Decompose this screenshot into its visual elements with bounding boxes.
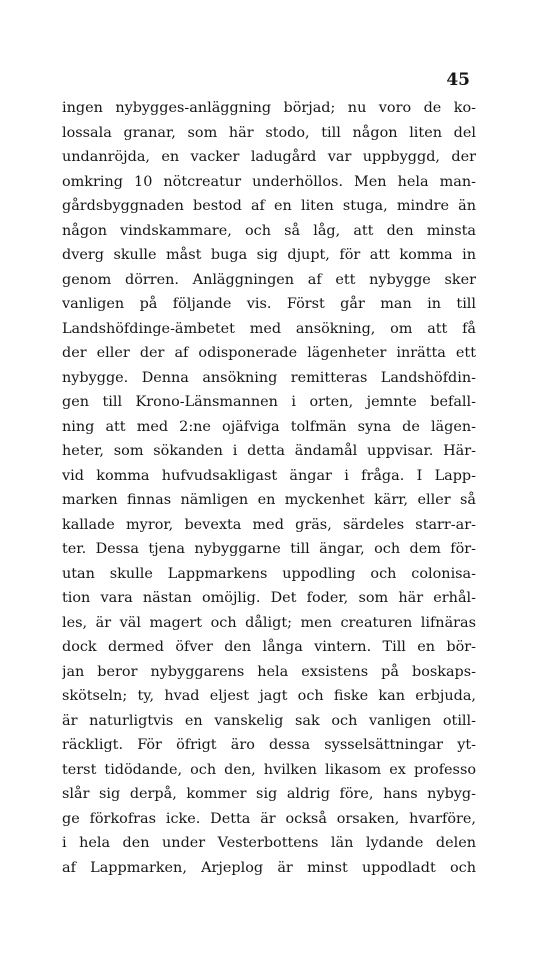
text-line: undanröjda, en vacker ladugård var uppbyggd, der <box>62 149 476 165</box>
text-line: genom dörren. Anläggningen af ett nybygge sker <box>62 271 476 288</box>
text-line: terst tidödande, och den, hvilken likasom ex professo <box>62 761 476 778</box>
body-text <box>62 96 476 880</box>
text-line: nybygge. Denna ansökning remitteras Landshöfdin- <box>62 369 476 386</box>
text-line: kallade myror, bevexta med gräs, särdeles starr-ar- <box>62 516 476 533</box>
page-number: 45 <box>446 70 470 90</box>
text-line: gårdsbyggnaden bestod af en liten stuga, mindre än <box>62 198 476 214</box>
text-line: lossala granar, som här stodo, till någon liten del <box>62 124 476 141</box>
text-line: jan beror nybyggarens hela exsistens på boskaps- <box>62 663 476 680</box>
text-line: der eller der af odisponerade lägenheter inrätta ett <box>62 345 476 361</box>
text-line: är naturligtvis en vanskelig sak och vanligen otill- <box>62 712 476 729</box>
text-line: ning att med 2:ne ojäfviga tolfmän syna de lägen- <box>62 418 476 435</box>
text-line: vid komma hufvudsakligast ängar i fråga. I Lapp- <box>62 467 476 484</box>
text-line: heter, som sökanden i detta ändamål uppvisar. Här- <box>62 443 476 459</box>
text-line: tion vara nästan omöjlig. Det foder, som här erhål- <box>62 590 476 606</box>
text-line: vanligen på följande vis. Först går man in till <box>62 296 476 312</box>
text-line: gen till Krono-Länsmannen i orten, jemnte befall- <box>62 394 476 410</box>
text-line: omkring 10 nötcreatur underhöllos. Men hela man- <box>62 173 476 190</box>
text-line: skötseln; ty, hvad eljest jagt och fiske kan erbjuda, <box>62 688 476 704</box>
text-line: ingen nybygges-anläggning börjad; nu voro de ko- <box>62 100 476 116</box>
text-line: dock dermed öfver den långa vintern. Till en bör- <box>62 639 476 655</box>
text-line: af Lappmarken, Arjeplog är minst uppodladt och <box>62 859 476 876</box>
text-line: Landshöfdinge-ämbetet med ansökning, om att få <box>62 320 476 337</box>
text-line: i hela den under Vesterbottens län lydande delen <box>62 835 476 851</box>
text-line: utan skulle Lappmarkens uppodling och colonisa- <box>62 565 476 582</box>
text-line: marken finnas nämligen en myckenhet kärr, eller så <box>62 492 476 508</box>
text-line: ge förkofras icke. Detta är också orsaken, hvarföre, <box>62 810 476 827</box>
text-line: dverg skulle måst buga sig djupt, för att komma in <box>62 247 476 263</box>
text-line: ter. Dessa tjena nybyggarne till ängar, och dem för- <box>62 541 476 557</box>
text-line: les, är väl magert och dåligt; men creaturen lifnäras <box>62 614 476 631</box>
text-line: räckligt. För öfrigt äro dessa sysselsättningar yt- <box>62 737 476 753</box>
text-line: slår sig derpå, kommer sig aldrig före, hans nybyg- <box>62 786 476 802</box>
text-line: någon vindskammare, och så låg, att den minsta <box>62 222 476 239</box>
